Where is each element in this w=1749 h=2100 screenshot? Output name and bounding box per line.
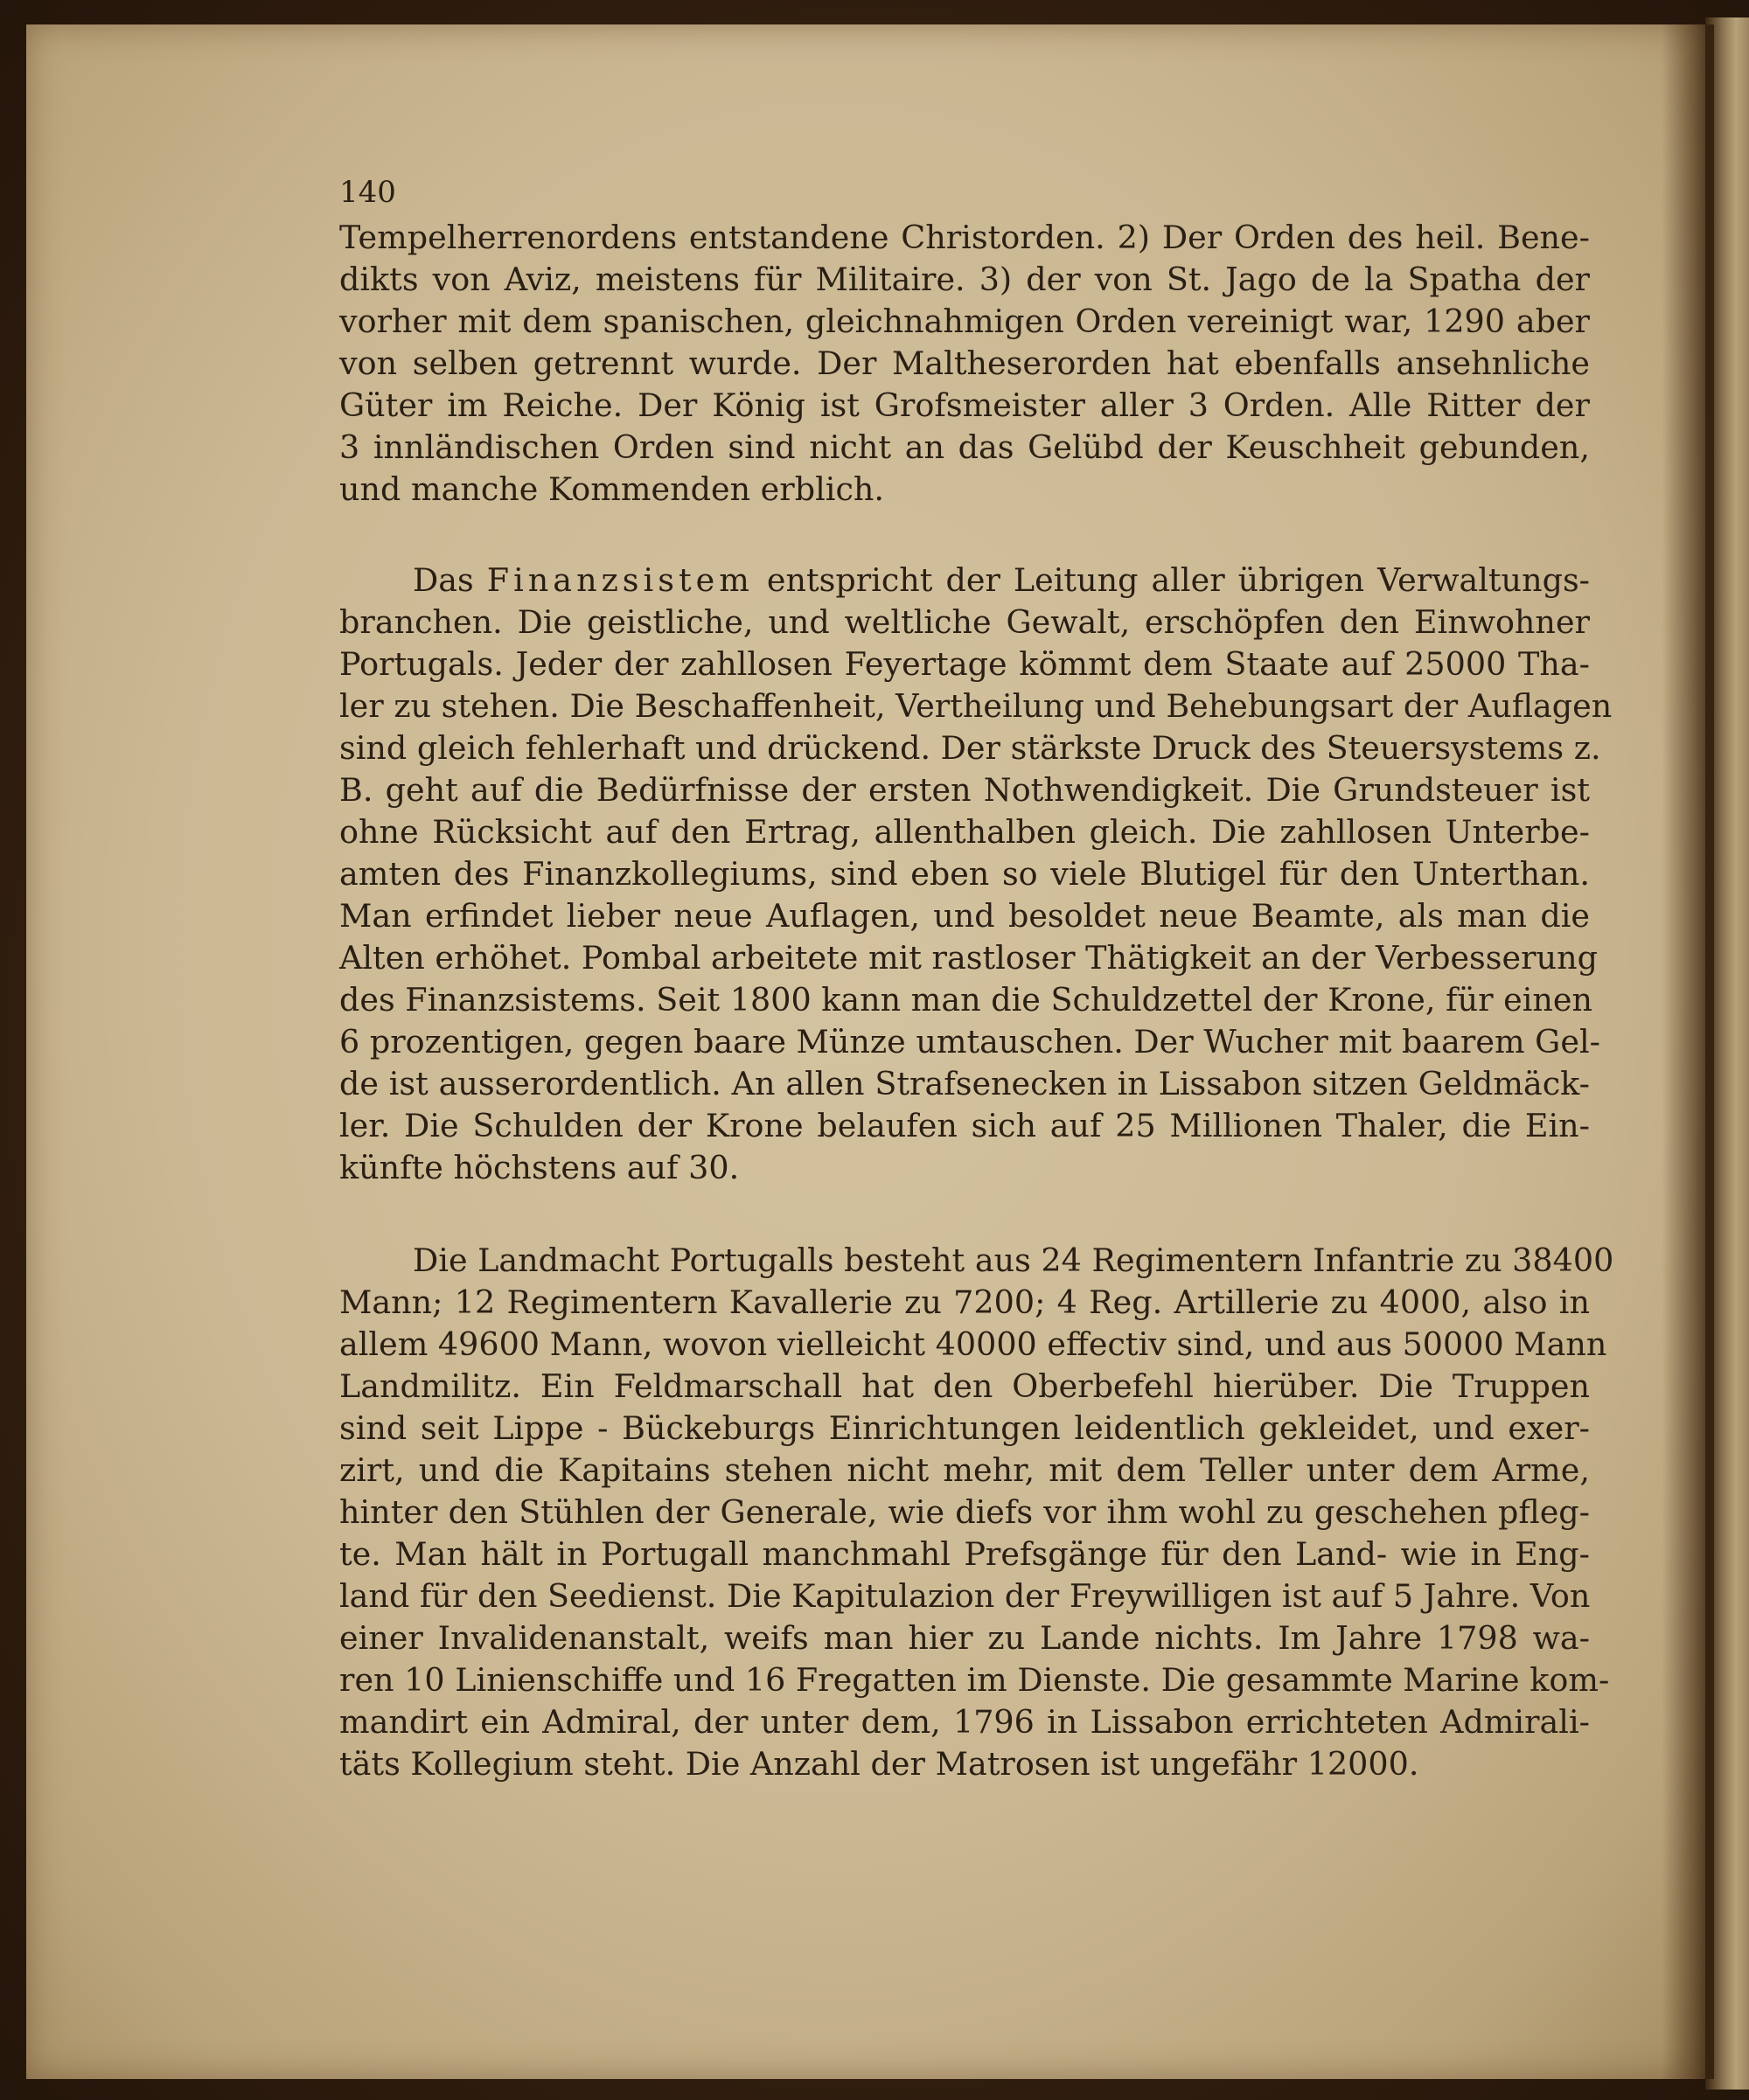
text-line: vorher mit dem spanischen, gleichnahmigen Orden vereinigt war, 1290 aber: [339, 302, 1590, 340]
text-line: Mann; 12 Regimentern Kavallerie zu 7200; 4 Reg. Artillerie zu 4000, also in: [339, 1283, 1590, 1321]
text-line: B. geht auf die Bedürfnisse der ersten Nothwendigkeit. Die Grundsteuer ist: [339, 771, 1590, 809]
paragraph-military: [339, 1240, 1614, 1785]
text-line: mandirt ein Admiral, der unter dem, 1796 in Lissabon errichteten Admirali-: [339, 1703, 1590, 1741]
text-line: Portugals. Jeder der zahllosen Feyertage kömmt dem Staate auf 25000 Tha-: [339, 645, 1590, 683]
text-line: allem 49600 Mann, wovon vielleicht 40000 effectiv sind, und aus 50000 Mann: [339, 1325, 1607, 1363]
text-line: Güter im Reiche. Der König ist Grofsmeister aller 3 Orden. Alle Ritter der: [339, 386, 1590, 424]
text-line: Landmilitz. Ein Feldmarschall hat den Oberbefehl hierüber. Die Truppen: [339, 1367, 1590, 1405]
text-line: amten des Finanzkollegiums, sind eben so viele Blutigel für den Unterthan.: [339, 855, 1590, 893]
paragraph-lead-word: Das: [413, 561, 474, 599]
text-line: Alten erhöhet. Pombal arbeitete mit rastloser Thätigkeit an der Verbesserung: [339, 939, 1598, 977]
page-body: [339, 217, 1614, 1785]
text-line: ler. Die Schulden der Krone belaufen sich auf 25 Millionen Thaler, die Ein-: [339, 1107, 1590, 1144]
text-line: te. Man hält in Portugall manchmahl Prefsgänge für den Land- wie in Eng-: [339, 1535, 1590, 1573]
text-line: einer Invalidenanstalt, weifs man hier zu Lande nichts. Im Jahre 1798 wa-: [339, 1619, 1590, 1657]
text-line: branchen. Die geistliche, und weltliche Gewalt, erschöpfen den Einwohner: [339, 603, 1590, 641]
spaced-keyword: Finanzsistem: [486, 561, 754, 599]
text-line-rest: entspricht der Leitung aller übrigen Verwaltungs-: [766, 561, 1591, 599]
text-line: ohne Rücksicht auf den Ertrag, allenthalben gleich. Die zahllosen Unterbe-: [339, 813, 1590, 851]
text-line: künfte höchstens auf 30.: [339, 1149, 740, 1186]
paragraph-finances: [339, 560, 1613, 1189]
text-line: 3 innländischen Orden sind nicht an das Gelübd der Keuschheit gebunden,: [339, 428, 1590, 466]
text-line: des Finanzsistems. Seit 1800 kann man die Schuldzettel der Krone, für einen: [339, 981, 1593, 1019]
text-line: hinter den Stühlen der Generale, wie diefs vor ihm wohl zu geschehen pfleg-: [339, 1493, 1590, 1531]
text-line: Man erfindet lieber neue Auflagen, und besoldet neue Beamte, als man die: [339, 897, 1590, 935]
text-line: täts Kollegium steht. Die Anzahl der Matrosen ist ungefähr 12000.: [339, 1745, 1419, 1783]
text-line: de ist ausserordentlich. An allen Strafsenecken in Lissabon sitzen Geldmäck-: [339, 1065, 1590, 1102]
text-line: ler zu stehen. Die Beschaffenheit, Vertheilung und Behebungsart der Auflagen: [339, 687, 1613, 725]
text-line: [339, 560, 1590, 601]
page-number: 140: [339, 175, 396, 210]
text-line: sind gleich fehlerhaft und drückend. Der stärkste Druck des Steuersystems z.: [339, 729, 1601, 767]
text-line: ren 10 Linienschiffe und 16 Fregatten im Dienste. Die gesammte Marine kom-: [339, 1661, 1610, 1699]
text-line: von selben getrennt wurde. Der Maltheserorden hat ebenfalls ansehnliche: [339, 344, 1590, 382]
text-line: land für den Seedienst. Die Kapitulazion der Freywilligen ist auf 5 Jahre. Von: [339, 1577, 1591, 1615]
text-line: sind seit Lippe - Bückeburgs Einrichtungen leidentlich gekleidet, und exer-: [339, 1409, 1590, 1447]
text-line: und manche Kommenden erblich.: [339, 470, 884, 508]
paragraph-orders: [339, 217, 1590, 511]
text-line: Die Landmacht Portugalls besteht aus 24 Regimentern Infantrie zu 38400: [413, 1241, 1614, 1279]
text-line: zirt, und die Kapitains stehen nicht mehr, mit dem Teller unter dem Arme,: [339, 1451, 1590, 1489]
text-line: dikts von Aviz, meistens für Militaire. 3) der von St. Jago de la Spatha der: [339, 261, 1590, 298]
text-line: 6 prozentigen, gegen baare Münze umtauschen. Der Wucher mit baarem Gel-: [339, 1023, 1600, 1060]
text-line: Tempelherrenordens entstandene Christorden. 2) Der Orden des heil. Bene-: [339, 219, 1590, 256]
